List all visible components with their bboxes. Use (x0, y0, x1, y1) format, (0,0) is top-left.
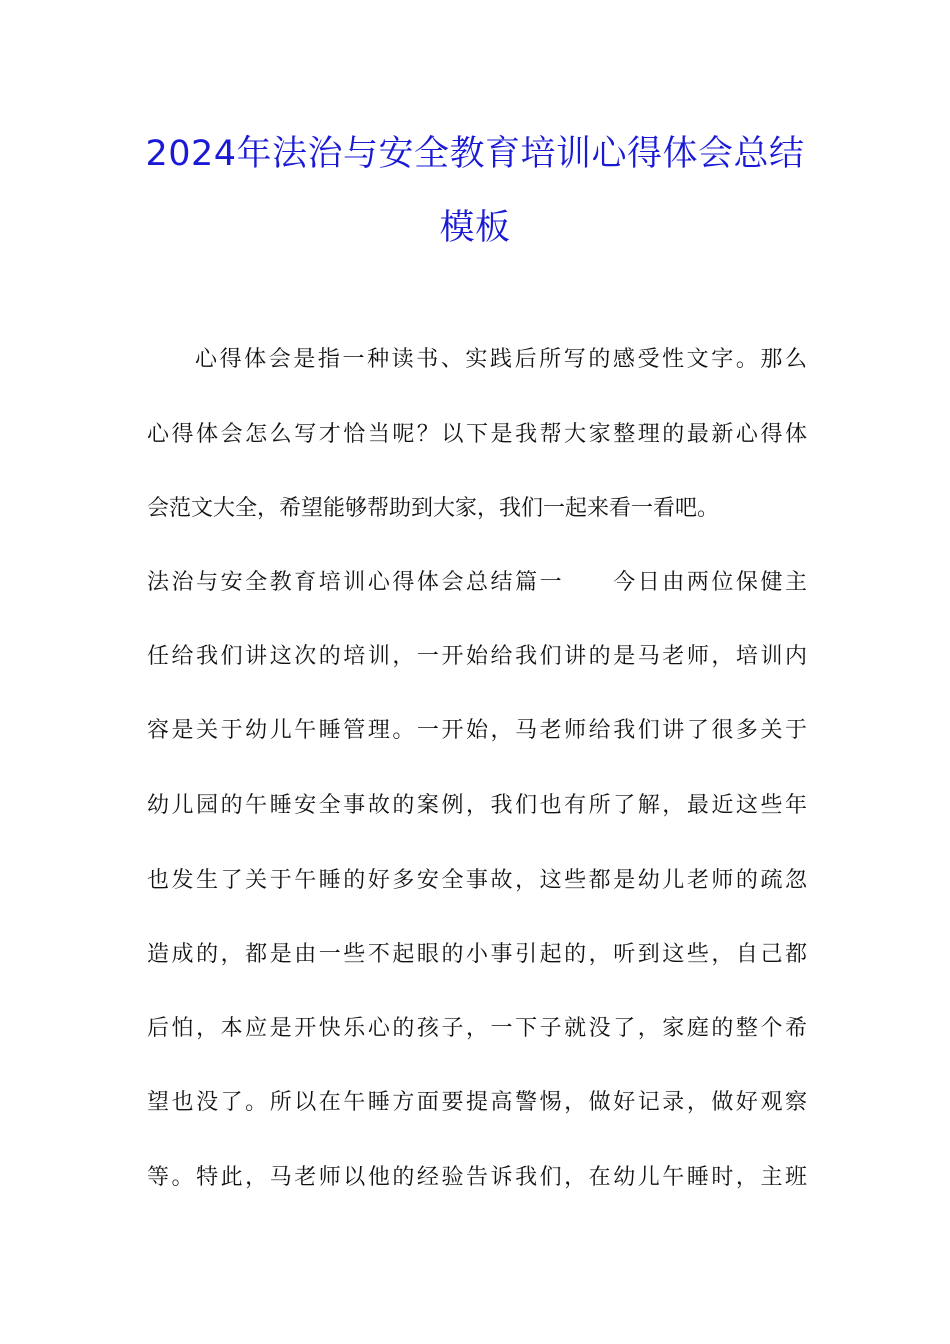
paragraph-line: 望也没了。所以在午睡方面要提高警惕，做好记录，做好观察 (147, 1090, 807, 1115)
paragraph-line: 容是关于幼儿午睡管理。一开始，马老师给我们讲了很多关于 (147, 718, 807, 743)
paragraph-line: 也发生了关于午睡的好多安全事故，这些都是幼儿老师的疏忽 (147, 868, 807, 893)
paragraph-line: 幼儿园的午睡安全事故的案例，我们也有所了解，最近这些年 (147, 793, 807, 818)
paragraph-line: 后怕，本应是开快乐心的孩子，一下子就没了，家庭的整个希 (147, 1016, 807, 1041)
paragraph-line: 会范文大全，希望能够帮助到大家，我们一起来看一看吧。 (147, 496, 720, 521)
paragraph-line: 任给我们讲这次的培训，一开始给我们讲的是马老师，培训内 (147, 644, 807, 669)
paragraph-line: 造成的，都是由一些不起眼的小事引起的，听到这些，自己都 (147, 942, 807, 967)
document-title-line-2: 模板 (439, 208, 511, 248)
paragraph-line: 法治与安全教育培训心得体会总结篇一 今日由两位保健主 (147, 570, 807, 595)
paragraph-line: 等。特此，马老师以他的经验告诉我们，在幼儿午睡时，主班 (147, 1165, 807, 1190)
document-title-line-1: 2024年法治与安全教育培训心得体会总结 (145, 134, 805, 174)
paragraph-line: 心得体会是指一种读书、实践后所写的感受性文字。那么 (195, 347, 807, 372)
paragraph-line: 心得体会怎么写才恰当呢？以下是我帮大家整理的最新心得体 (147, 422, 807, 447)
